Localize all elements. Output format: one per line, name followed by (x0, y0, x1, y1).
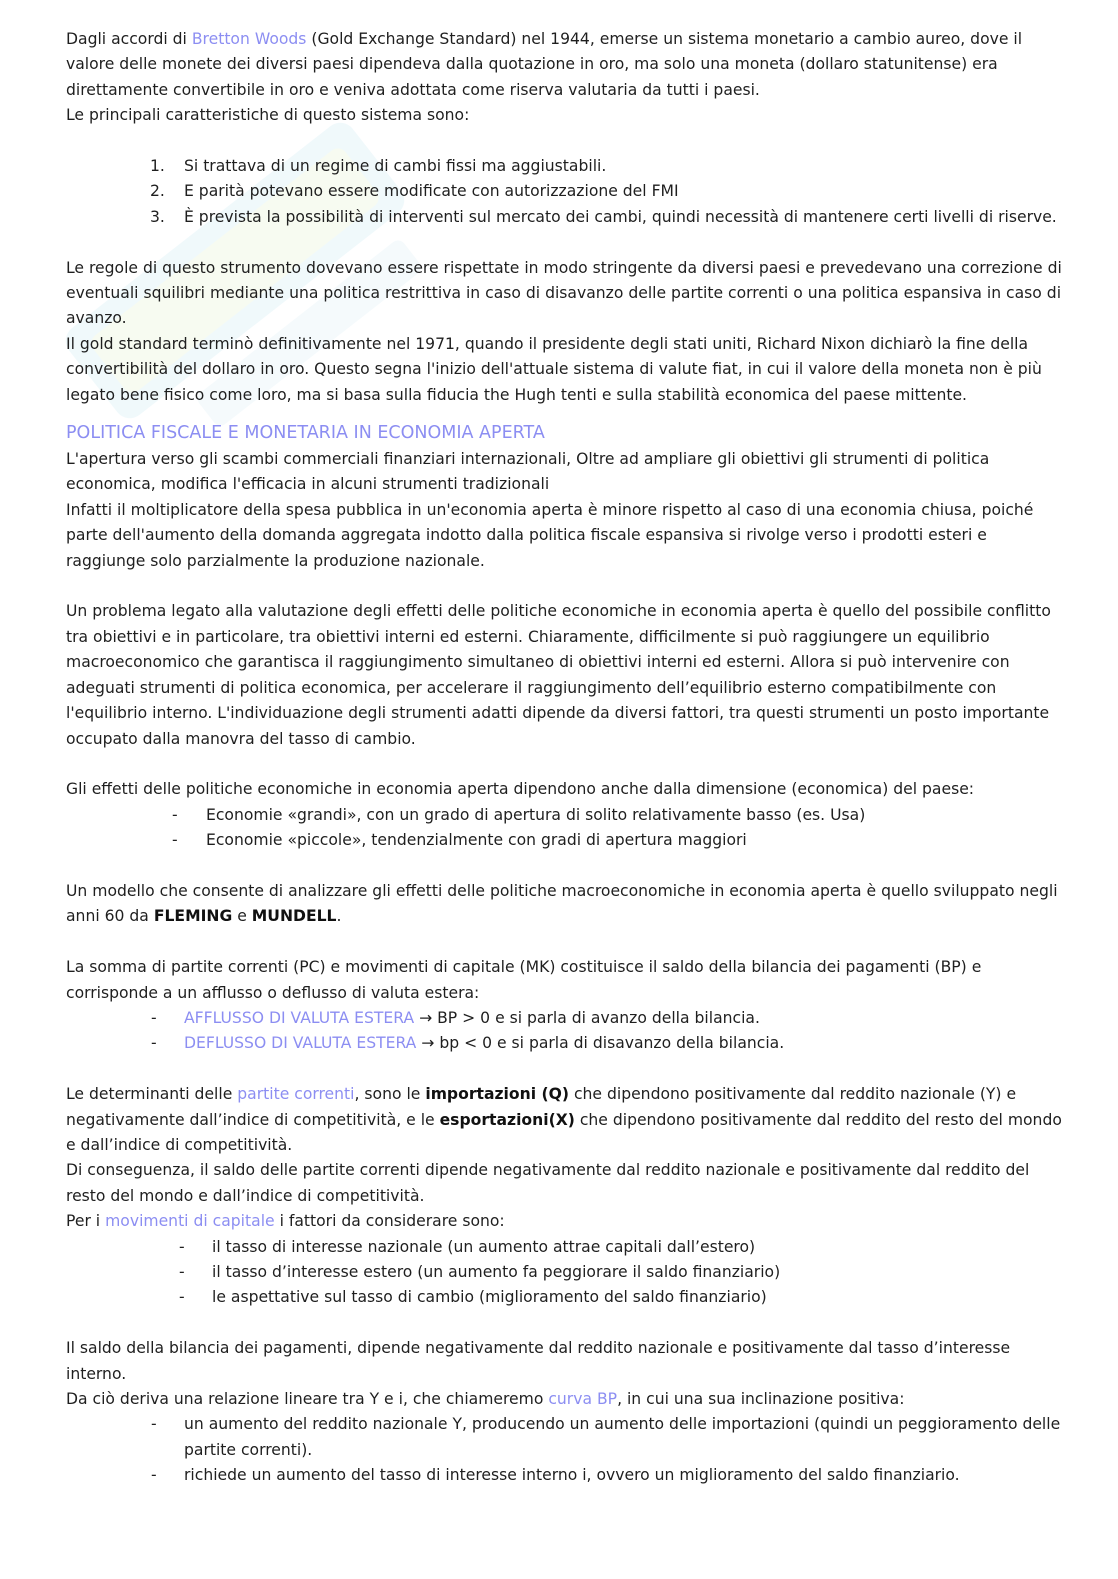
list-item: 3. È prevista la possibilità di interventi sul mercato dei cambi, quindi necessità di mantenere certi livelli di riserve. (150, 207, 1057, 226)
gold-standard-paragraph: Il gold standard terminò definitivamente nel 1971, quando il presidente degli stati uniti, Richard Nixon dichiarò la fine della convertibilità del dollaro in oro. Questo segna l'inizio dell'attuale sistema di valute fiat, in cui il valore della moneta non è più legato bene fisico come loro, ma si basa sulla fiducia the Hugh tenti e sulla stabilità economica del paese mittente. (66, 334, 1042, 404)
features-list (66, 154, 1066, 230)
list-item: - le aspettative sul tasso di cambio (miglioramento del saldo finanziario) (179, 1288, 767, 1307)
rules-paragraph: Le regole di questo strumento dovevano essere rispettate in modo stringente da diversi paesi e prevedevano una correzione di eventuali squilibri mediante una politica restrittiva in caso di disavanzo delle partite correnti o una politica espansiva in caso di avanzo. (66, 258, 1062, 328)
list-item: - richiede un aumento del tasso di interesse interno i, ovvero un miglioramento del saldo finanziario. (151, 1466, 960, 1485)
list-item: 2. E parità potevano essere modificate con autorizzazione del FMI (150, 182, 679, 201)
opening-paragraph: L'apertura verso gli scambi commerciali finanziari internazionali, Oltre ad ampliare gli obiettivi gli strumenti di politica economica, modifica l'efficacia in alcuni strumenti tradizionali (66, 450, 990, 494)
multiplier-paragraph: Infatti il moltiplicatore della spesa pubblica in un'economia aperta è minore rispetto al caso di una economia chiusa, poiché parte dell'aumento della domanda aggregata indotto dalla politica fiscale espansiva si rivolge verso i prodotti esteri e raggiunge solo parzialmente la produzione nazionale. (66, 500, 1034, 570)
determinants-paragraph: Le determinanti delle partite correnti, sono le importazioni (Q) che dipendono positivamente dal reddito nazionale (Y) e negativamente dall’indice di competitività, e le esportazioni(X) che dipendono positivamente dal reddito del resto del mondo e dall’indice di competitività. (66, 1085, 1062, 1154)
features-intro: Le principali caratteristiche di questo sistema sono: (66, 106, 470, 125)
bp-paragraph: La somma di partite correnti (PC) e movimenti di capitale (MK) costituisce il saldo della bilancia dei pagamenti (BP) e corrisponde a un afflusso o deflusso di valuta estera: (66, 958, 982, 1002)
conflict-paragraph: Un problema legato alla valutazione degli effetti delle politiche economiche in economia aperta è quello del possibile conflitto tra obiettivi e in particolare, tra obiettivi interni ed esterni. Chiaramente, difficilmente si può raggiungere un equilibrio macroeconomico che garantisca il raggiungimento simultaneo di obiettivi interni ed esterni. Allora si può intervenire con adeguati strumenti di politica economica, per accelerare il raggiungimento dell’equilibrio esterno compatibilmente con l'equilibrio interno. L'individuazione degli strumenti adatti dipende da diversi fattori, tra questi strumenti un posto importante occupato dalla manovra del tasso di cambio. (66, 602, 1051, 748)
list-item: - il tasso di interesse nazionale (un aumento attrae capitali dall’estero) (179, 1237, 756, 1256)
size-paragraph: Gli effetti delle politiche economiche in economia aperta dipendono anche dalla dimensione (economica) del paese: (66, 780, 975, 799)
curve-list (66, 1412, 1066, 1488)
list-item: - DEFLUSSO DI VALUTA ESTERA → bp < 0 e si parla di disavanzo della bilancia. (151, 1034, 785, 1053)
list-item: - Economie «piccole», tendenzialmente con gradi di apertura maggiori (172, 831, 747, 850)
list-item: - il tasso d’interesse estero (un aumento fa peggiorare il saldo finanziario) (179, 1262, 781, 1281)
model-paragraph: Un modello che consente di analizzare gli effetti delle politiche macroeconomiche in economia aperta è quello sviluppato negli anni 60 da FLEMING e MUNDELL. (66, 881, 1058, 926)
list-item: - Economie «grandi», con un grado di apertura di solito relativamente basso (es. Usa) (172, 805, 866, 824)
list-item: - un aumento del reddito nazionale Y, producendo un aumento delle importazioni (quindi un peggioramento delle partite correnti). (151, 1415, 1061, 1459)
flows-list (66, 1006, 1066, 1057)
bretton-intro: Dagli accordi di Bretton Woods (Gold Exchange Standard) nel 1944, emerse un sistema monetario a cambio aureo, dove il valore delle monete dei diversi paesi dipendeva dalla quotazione in oro, ma solo una moneta (dollaro statunitense) era direttamente convertibile in oro e veniva adottata come riserva valutaria da tutti i paesi. (66, 30, 1023, 99)
document-content (66, 27, 1066, 1489)
size-list (66, 803, 1066, 854)
section-heading: POLITICA FISCALE E MONETARIA IN ECONOMIA APERTA (66, 423, 545, 444)
list-item: 1. Si trattava di un regime di cambi fissi ma aggiustabili. (150, 157, 607, 176)
curve-paragraph: Da ciò deriva una relazione lineare tra Y e i, che chiameremo curva BP, in cui una sua inclinazione positiva: (66, 1390, 905, 1408)
factors-list (66, 1235, 1066, 1311)
consequence-paragraph: Di conseguenza, il saldo delle partite correnti dipende negativamente dal reddito nazionale e positivamente dal reddito del resto del mondo e dall’indice di competitività. (66, 1161, 1030, 1205)
capital-paragraph: Per i movimenti di capitale i fattori da considerare sono: (66, 1212, 505, 1231)
list-item: - AFFLUSSO DI VALUTA ESTERA → BP > 0 e si parla di avanzo della bilancia. (151, 1008, 760, 1027)
saldo-paragraph: Il saldo della bilancia dei pagamenti, dipende negativamente dal reddito nazionale e positivamente dal tasso d’interesse interno. (66, 1339, 1011, 1383)
bretton-woods-link: Bretton Woods (191, 30, 307, 48)
